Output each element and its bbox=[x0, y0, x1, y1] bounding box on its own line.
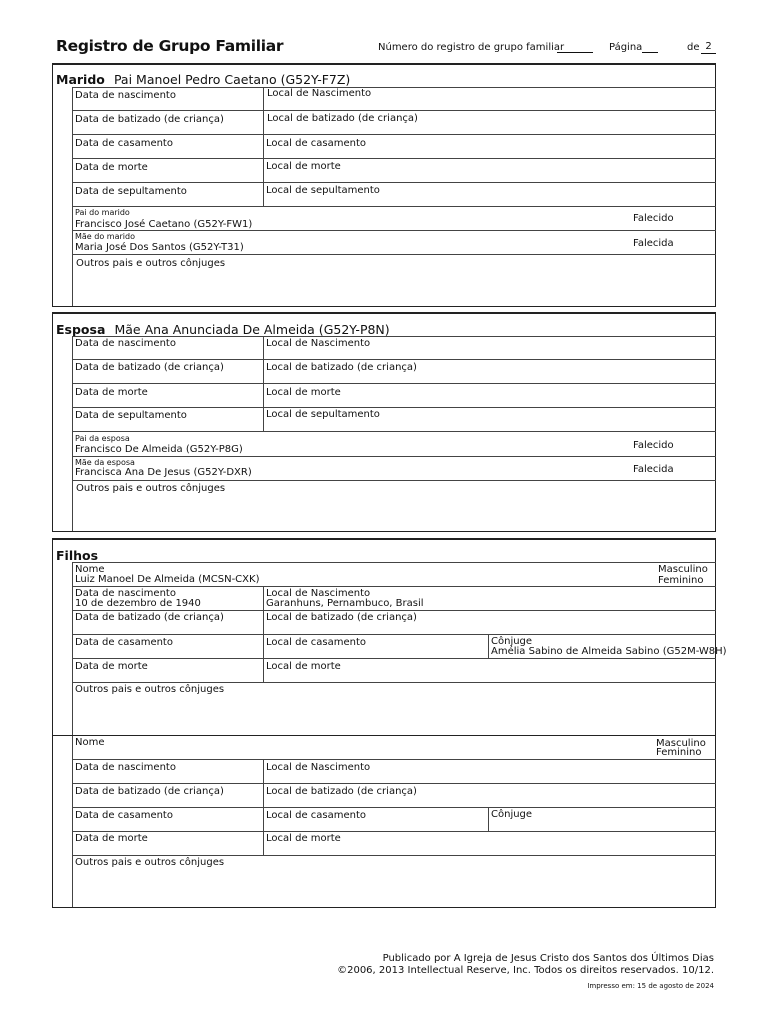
husband-marriage-date-field[interactable]: Data de casamento bbox=[75, 138, 173, 149]
wife-christening-date-field[interactable]: Data de batizado (de criança) bbox=[75, 362, 224, 373]
child-separator bbox=[52, 735, 716, 736]
wife-mother-name[interactable]: Francisca Ana De Jesus (G52Y-DXR) bbox=[75, 467, 252, 478]
wife-birth-date-field[interactable]: Data de nascimento bbox=[75, 338, 176, 349]
rule bbox=[72, 359, 716, 360]
rule bbox=[72, 336, 716, 337]
page-total-field[interactable]: 2 bbox=[701, 41, 716, 54]
rule bbox=[72, 87, 716, 88]
husband-mother-name[interactable]: Maria José Dos Santos (G52Y-T31) bbox=[75, 242, 244, 253]
husband-christening-date-field[interactable]: Data de batizado (de criança) bbox=[75, 114, 224, 125]
husband-left-rule bbox=[72, 87, 73, 306]
husband-mother-label: Mãe do marido bbox=[75, 232, 135, 241]
children-label: Filhos bbox=[56, 548, 99, 563]
rule bbox=[72, 658, 716, 659]
form-title: Registro de Grupo Familiar bbox=[56, 37, 284, 55]
husband-marriage-place-field[interactable]: Local de casamento bbox=[266, 138, 367, 149]
rule bbox=[72, 254, 716, 255]
rule bbox=[72, 807, 716, 808]
husband-father-name[interactable]: Francisco José Caetano (G52Y-FW1) bbox=[75, 219, 253, 230]
wife-name: Mãe Ana Anunciada De Almeida (G52Y-P8N) bbox=[114, 322, 390, 337]
child1-christening-date-field[interactable]: Data de batizado (de criança) bbox=[75, 612, 224, 623]
child2-female-option[interactable]: Feminino bbox=[656, 747, 702, 758]
husband-father-status: Falecido bbox=[633, 213, 674, 224]
husband-burial-place-field[interactable]: Local de sepultamento bbox=[266, 185, 380, 196]
rule bbox=[72, 586, 716, 587]
child1-name[interactable]: Luiz Manoel De Almeida (MCSN-CXK) bbox=[75, 574, 260, 585]
rule bbox=[72, 206, 716, 207]
child1-birth-place-label: Local de Nascimento bbox=[266, 588, 371, 599]
husband-other-parents-field[interactable]: Outros pais e outros cônjuges bbox=[76, 258, 226, 269]
publisher-line: Publicado por A Igreja de Jesus Cristo dos Santos dos Últimos Dias bbox=[382, 953, 714, 964]
child2-name-label: Nome bbox=[75, 737, 105, 748]
rule bbox=[263, 336, 264, 431]
rule bbox=[263, 759, 264, 855]
wife-death-place-field[interactable]: Local de morte bbox=[266, 387, 341, 398]
copyright-line: ©2006, 2013 Intellectual Reserve, Inc. Todos os direitos reservados. 10/12. bbox=[337, 965, 714, 976]
child1-marriage-date-field[interactable]: Data de casamento bbox=[75, 637, 173, 648]
rule bbox=[72, 831, 716, 832]
child1-death-place-field[interactable]: Local de morte bbox=[266, 661, 341, 672]
wife-christening-place-field[interactable]: Local de batizado (de criança) bbox=[266, 362, 417, 373]
record-number-field[interactable] bbox=[557, 42, 593, 53]
wife-other-parents-field[interactable]: Outros pais e outros cônjuges bbox=[76, 483, 226, 494]
husband-burial-date-field[interactable]: Data de sepultamento bbox=[75, 186, 187, 197]
printed-date: Impresso em: 15 de agosto de 2024 bbox=[587, 982, 714, 990]
wife-burial-place-field[interactable]: Local de sepultamento bbox=[266, 409, 380, 420]
page-number-field[interactable] bbox=[642, 42, 658, 53]
rule bbox=[72, 783, 716, 784]
wife-burial-date-field[interactable]: Data de sepultamento bbox=[75, 410, 187, 421]
rule bbox=[72, 383, 716, 384]
child2-marriage-date-field[interactable]: Data de casamento bbox=[75, 810, 173, 821]
wife-left-rule bbox=[72, 336, 73, 531]
page-label: Página bbox=[609, 42, 643, 53]
husband-header bbox=[56, 69, 350, 88]
wife-father-name[interactable]: Francisco De Almeida (G52Y-P8G) bbox=[75, 444, 243, 455]
child2-marriage-place-field[interactable]: Local de casamento bbox=[266, 810, 367, 821]
husband-birth-date-field[interactable]: Data de nascimento bbox=[75, 90, 176, 101]
child2-other-parents-field[interactable]: Outros pais e outros cônjuges bbox=[75, 857, 225, 868]
child1-other-parents-field[interactable]: Outros pais e outros cônjuges bbox=[75, 684, 225, 695]
husband-name: Pai Manoel Pedro Caetano (G52Y-F7Z) bbox=[113, 72, 351, 87]
rule bbox=[488, 634, 489, 658]
rule bbox=[72, 110, 716, 111]
child1-birth-place[interactable]: Garanhuns, Pernambuco, Brasil bbox=[266, 598, 424, 609]
rule bbox=[72, 855, 716, 856]
child1-death-date-field[interactable]: Data de morte bbox=[75, 661, 148, 672]
child2-spouse-label: Cônjuge bbox=[491, 809, 533, 820]
rule bbox=[72, 431, 716, 432]
rule bbox=[263, 87, 264, 206]
wife-mother-status: Falecida bbox=[633, 464, 674, 475]
rule bbox=[72, 230, 716, 231]
wife-birth-place-field[interactable]: Local de Nascimento bbox=[266, 338, 371, 349]
rule bbox=[72, 134, 716, 135]
husband-father-label: Pai do marido bbox=[75, 208, 130, 217]
rule bbox=[263, 586, 264, 682]
child1-male-option[interactable]: Masculino bbox=[658, 564, 708, 575]
child1-marriage-place-field[interactable]: Local de casamento bbox=[266, 637, 367, 648]
record-number-label: Número do registro de grupo familiar bbox=[378, 42, 565, 53]
husband-death-place-field[interactable]: Local de morte bbox=[266, 161, 341, 172]
wife-father-label: Pai da esposa bbox=[75, 434, 130, 443]
child2-birth-place-label: Local de Nascimento bbox=[266, 762, 371, 773]
wife-label: Esposa bbox=[56, 322, 106, 337]
child1-birth-date[interactable]: 10 de dezembro de 1940 bbox=[75, 598, 201, 609]
rule bbox=[72, 562, 716, 563]
child1-name-label: Nome bbox=[75, 564, 105, 575]
child2-birth-date-label: Data de nascimento bbox=[75, 762, 176, 773]
wife-father-status: Falecido bbox=[633, 440, 674, 451]
husband-mother-status: Falecida bbox=[633, 238, 674, 249]
rule bbox=[72, 480, 716, 481]
child1-christening-place-field[interactable]: Local de batizado (de criança) bbox=[266, 612, 417, 623]
rule bbox=[72, 158, 716, 159]
rule bbox=[72, 682, 716, 683]
child2-christening-date-field[interactable]: Data de batizado (de criança) bbox=[75, 786, 224, 797]
child1-birth-date-label: Data de nascimento bbox=[75, 588, 176, 599]
rule bbox=[72, 759, 716, 760]
child1-spouse[interactable]: Amélia Sabino de Almeida Sabino (G52M-W8H) bbox=[491, 646, 727, 657]
rule bbox=[72, 407, 716, 408]
child1-spouse-label: Cônjuge bbox=[491, 636, 533, 647]
husband-christening-place-field[interactable]: Local de batizado (de criança) bbox=[267, 113, 418, 124]
husband-label: Marido bbox=[56, 72, 105, 87]
husband-birth-place-field[interactable]: Local de Nascimento bbox=[267, 88, 372, 99]
rule bbox=[488, 807, 489, 831]
of-label: de bbox=[687, 42, 700, 53]
rule bbox=[72, 182, 716, 183]
wife-death-date-field[interactable]: Data de morte bbox=[75, 387, 148, 398]
rule bbox=[72, 634, 716, 635]
wife-mother-label: Mãe da esposa bbox=[75, 458, 135, 467]
rule bbox=[72, 610, 716, 611]
child2-death-place-field[interactable]: Local de morte bbox=[266, 833, 341, 844]
rule bbox=[72, 456, 716, 457]
child2-christening-place-field[interactable]: Local de batizado (de criança) bbox=[266, 786, 417, 797]
husband-death-date-field[interactable]: Data de morte bbox=[75, 162, 148, 173]
child1-female-option[interactable]: Feminino bbox=[658, 575, 704, 586]
child2-male-option[interactable]: Masculino bbox=[656, 738, 706, 749]
child2-death-date-field[interactable]: Data de morte bbox=[75, 833, 148, 844]
